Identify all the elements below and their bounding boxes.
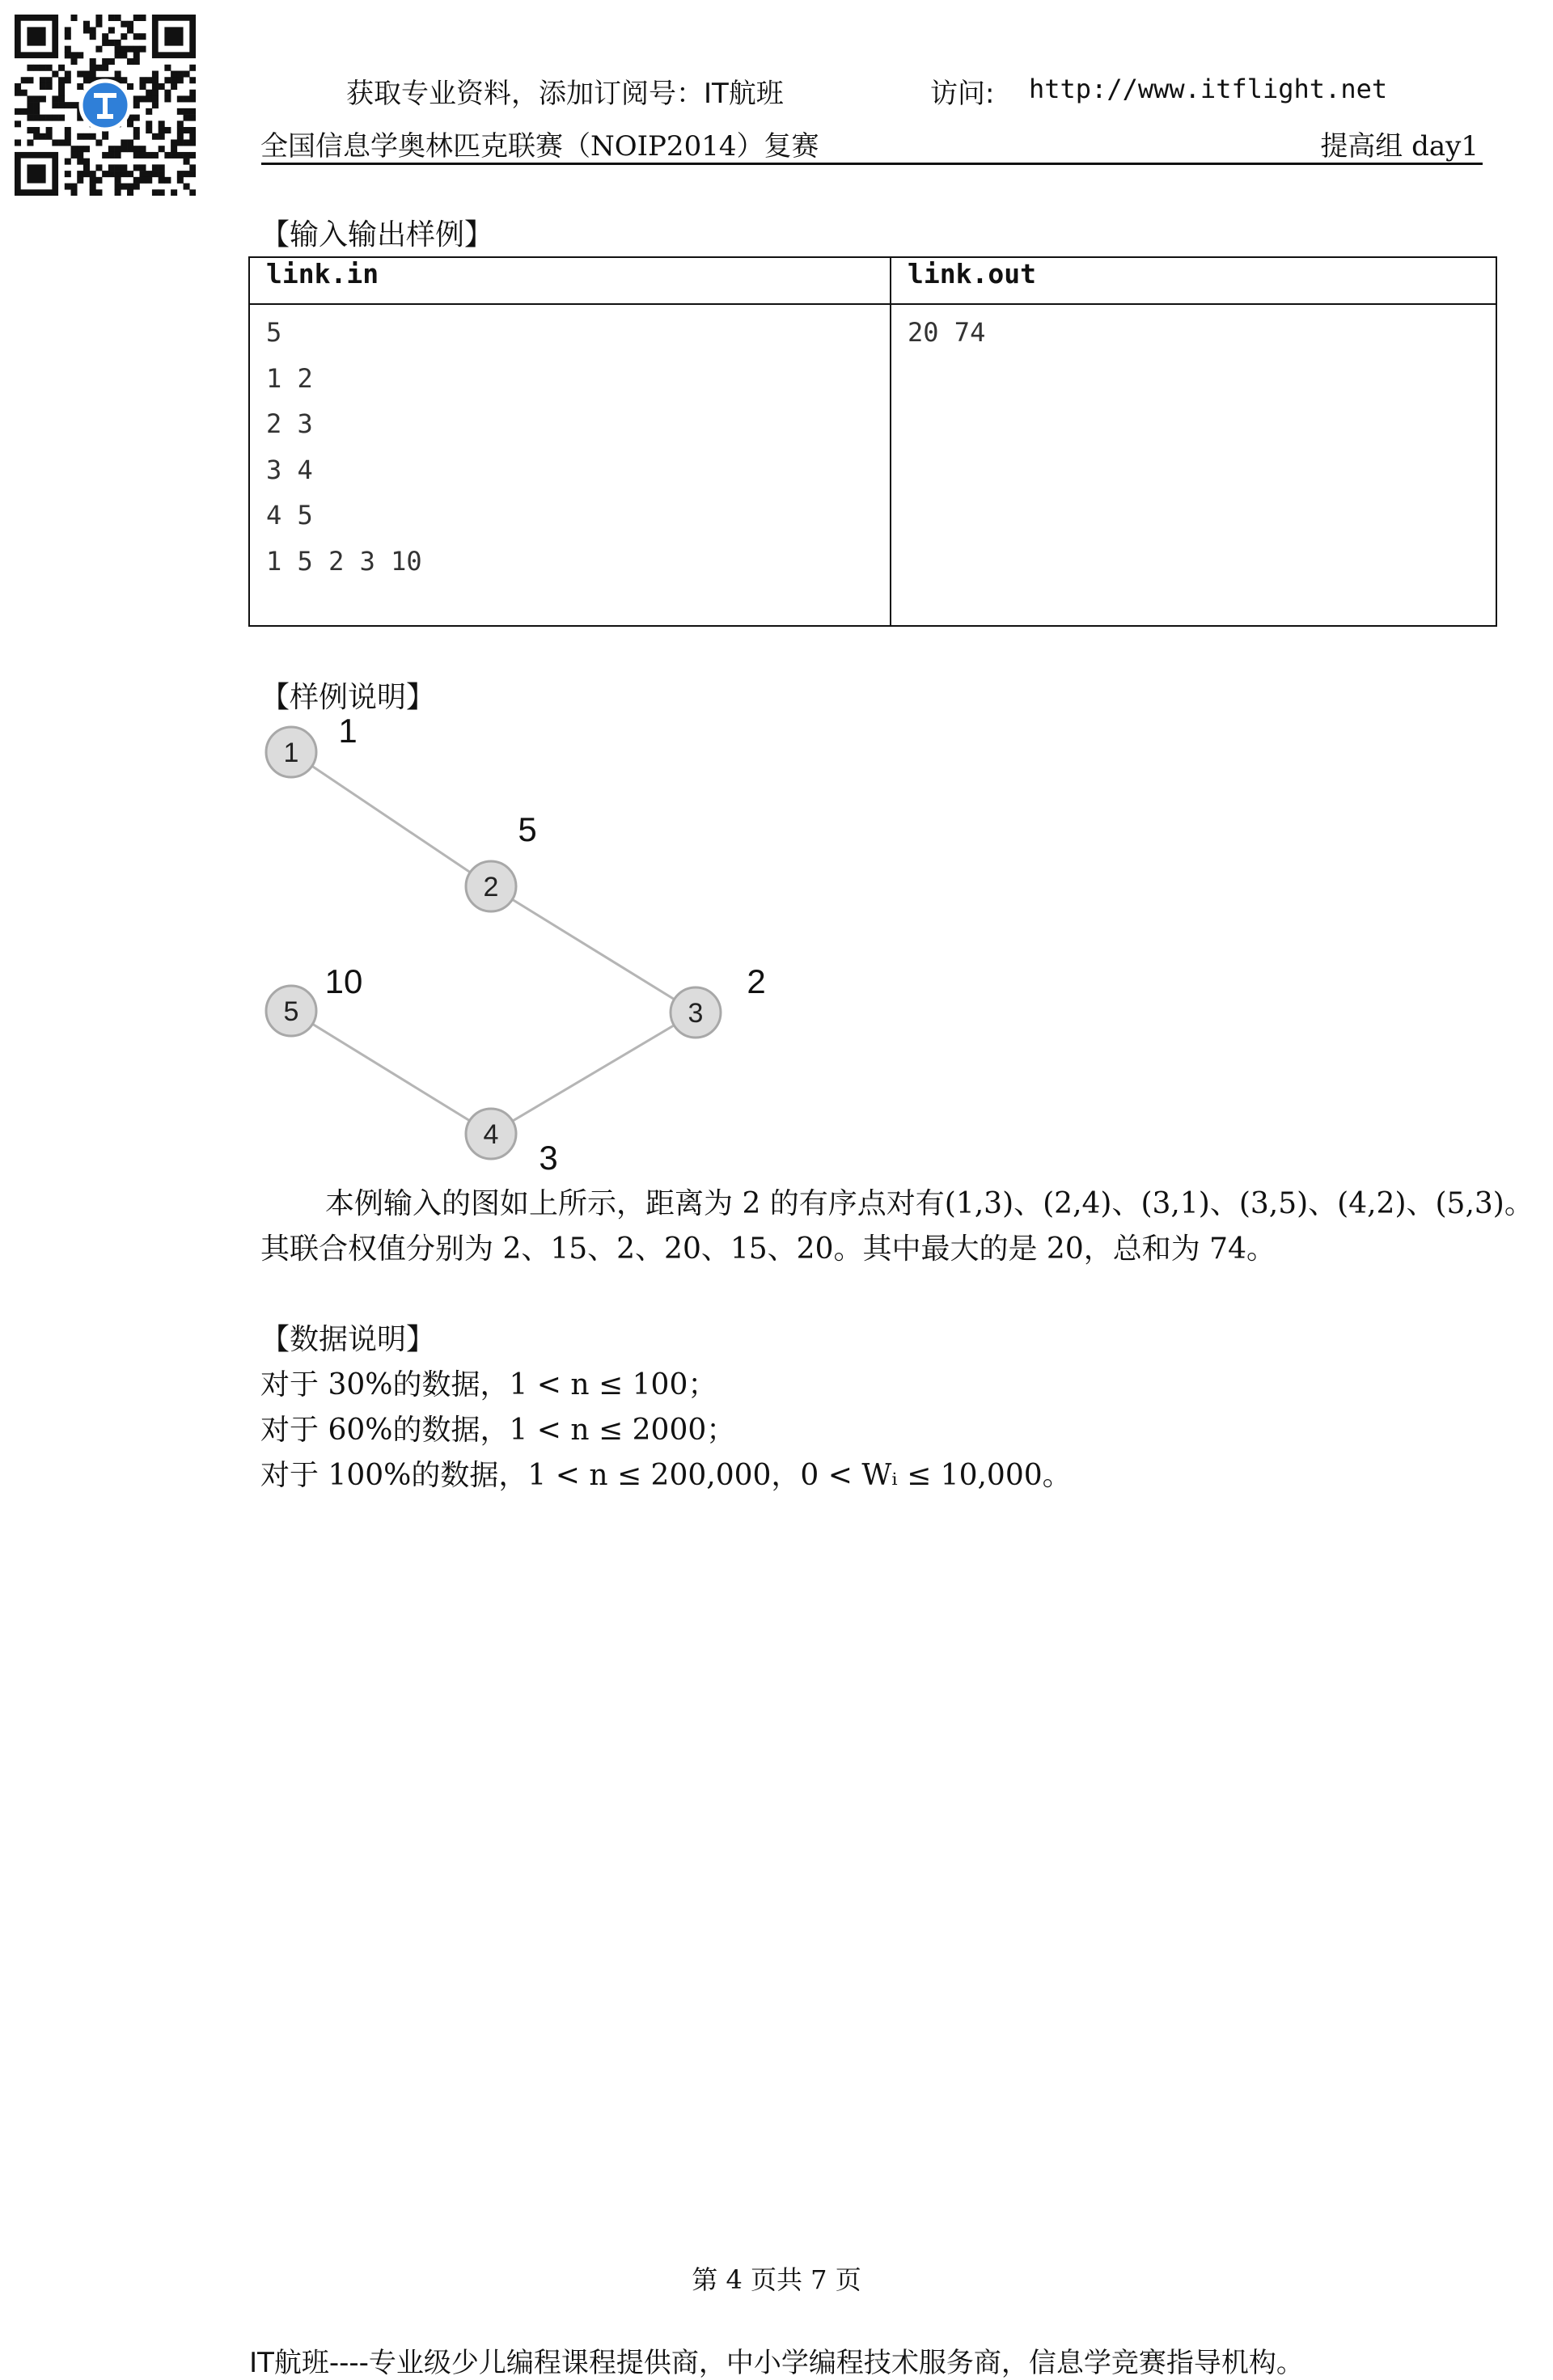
- output-line: 20 74: [908, 317, 986, 348]
- explanation-line-2: 其联合权值分别为 2、15、2、20、15、20。其中最大的是 20，总和为 74。: [260, 1232, 1276, 1266]
- qr-code-image: [15, 15, 196, 196]
- promo-url-link[interactable]: http://www.itflight.net: [1029, 74, 1388, 104]
- constraint-line: 对于 60%的数据，1 < n ≤ 2000；: [260, 1414, 736, 1447]
- graph-node-label: 4: [483, 1119, 499, 1150]
- running-header-left: 全国信息学奥林匹克联赛（NOIP2014）复赛: [260, 130, 819, 163]
- data-section-title: 【数据说明】: [260, 1323, 436, 1356]
- graph-node-label: 3: [688, 998, 704, 1029]
- input-line: 2 3: [266, 408, 313, 439]
- output-cell: [891, 304, 1496, 626]
- sample-graph: [243, 712, 809, 1181]
- footer-text: IT航班----专业级少儿编程课程提供商，中小学编程技术服务商，信息学竞赛指导机构。: [249, 2347, 1304, 2379]
- header-divider: [261, 163, 1483, 165]
- graph-node-weight: 3: [539, 1139, 558, 1177]
- graph-node-label: 2: [483, 872, 499, 903]
- graph-node-weight: 1: [338, 712, 358, 750]
- input-cell: [249, 304, 891, 626]
- input-line: 4 5: [266, 500, 313, 531]
- output-file-header: link.out: [891, 257, 1496, 304]
- graph-edge-2-3: [491, 886, 696, 1012]
- constraint-line: 对于 100%的数据，1 < n ≤ 200,000，0 < Wᵢ ≤ 10,000。: [260, 1459, 1072, 1492]
- constraint-line: 对于 30%的数据，1 < n ≤ 100；: [260, 1368, 717, 1401]
- graph-node-weight: 5: [518, 810, 537, 848]
- graph-node-label: 1: [283, 738, 299, 768]
- input-line: 5: [266, 317, 282, 348]
- sample-section-title: 【样例说明】: [260, 681, 436, 714]
- graph-node-weight: 2: [747, 962, 766, 1000]
- io-sample-table: [248, 256, 1497, 627]
- running-header-right: 提高组 day1: [1320, 130, 1479, 163]
- input-line: 1 2: [266, 362, 313, 394]
- input-file-header: link.in: [249, 257, 891, 304]
- explanation-line-1: 本例输入的图如上所示，距离为 2 的有序点对有(1,3)、(2,4)、(3,1)、(3,5)、(4,2)、(5,3)。: [325, 1187, 1534, 1220]
- io-section-title: 【输入输出样例】: [260, 218, 494, 252]
- input-line: 1 5 2 3 10: [266, 545, 422, 577]
- graph-node-label: 5: [283, 996, 299, 1027]
- graph-edge-4-5: [291, 1011, 491, 1134]
- visit-label: 访问:: [930, 78, 995, 110]
- page-number: 第 4 页共 7 页: [692, 2264, 861, 2295]
- graph-edge-3-4: [491, 1012, 696, 1134]
- promo-text: 获取专业资料，添加订阅号：IT航班: [346, 78, 784, 110]
- input-line: 3 4: [266, 454, 313, 485]
- graph-edge-1-2: [291, 752, 491, 886]
- graph-node-weight: 10: [324, 962, 363, 1000]
